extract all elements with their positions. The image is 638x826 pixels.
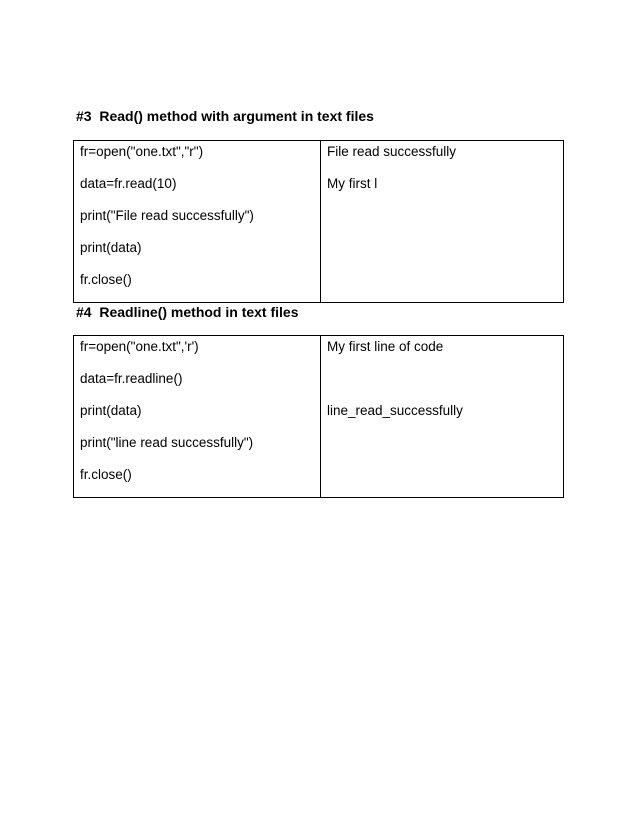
code-line: print(data) xyxy=(80,240,142,255)
section-heading-read: #3 Read() method with argument in text files xyxy=(76,108,374,124)
output-cell xyxy=(321,141,564,303)
output-line: File read successfully xyxy=(327,144,457,159)
code-line: fr=open("one.txt",'r') xyxy=(80,339,199,354)
code-line: print("File read successfully") xyxy=(80,208,254,223)
code-cell xyxy=(74,141,321,303)
code-cell xyxy=(74,336,321,498)
code-line: print(data) xyxy=(80,403,142,418)
section-heading-readline: #4 Readline() method in text files xyxy=(76,304,299,320)
output-line: My first line of code xyxy=(327,339,444,354)
code-line: print("line read successfully") xyxy=(80,435,254,450)
code-line: fr=open("one.txt","r") xyxy=(80,144,204,159)
output-line xyxy=(327,465,563,497)
readline-example-table xyxy=(73,335,564,498)
output-line xyxy=(327,238,563,270)
code-line: fr.close() xyxy=(80,272,132,287)
output-line: My first l xyxy=(327,176,378,191)
read-example-table xyxy=(73,140,564,303)
code-line: data=fr.read(10) xyxy=(80,176,177,191)
output-line xyxy=(327,270,563,302)
output-line xyxy=(327,433,563,465)
output-line: line_read_successfully xyxy=(327,403,463,418)
output-cell xyxy=(321,336,564,498)
code-line: fr.close() xyxy=(80,467,132,482)
code-line: data=fr.readline() xyxy=(80,371,183,386)
output-line xyxy=(327,369,563,401)
output-line xyxy=(327,206,563,238)
